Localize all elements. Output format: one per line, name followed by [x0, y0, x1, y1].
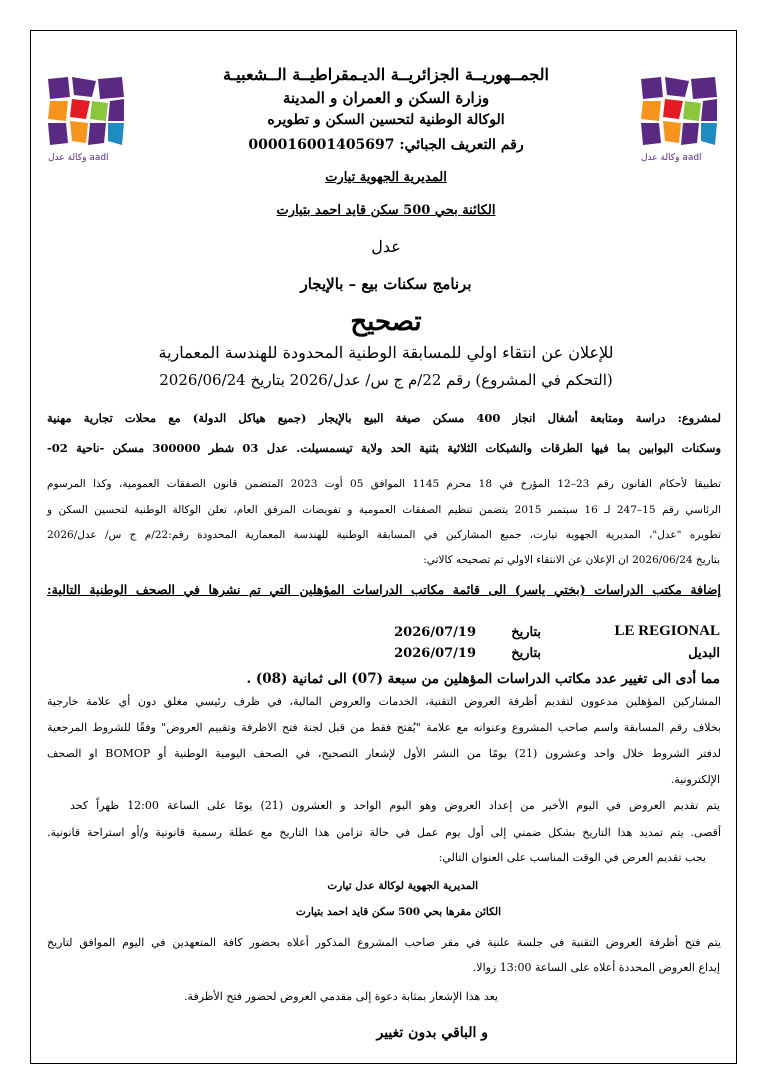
publication-name-2: البديل: [688, 646, 720, 661]
project-line-1: لمشروع: دراسة ومتابعة أشغال انجاز 400 مسكن صيغة البيع بالإيجار (جميع هياكل الدولة) مع محلات تجارية مهنية: [47, 411, 721, 425]
competition-reference: (التحكم في المشروع) رقم 22/م ج س/ عدل/2026 بتاريخ 2026/06/24: [159, 371, 613, 389]
aadl-logo-left: [46, 75, 126, 175]
agency-name: الوكالة الوطنية لتحسين السكن و تطويره: [267, 112, 505, 128]
project-line-2: وسكنات البوابين بما فيها الطرقات والشبكات الثلاثية بثنية الحد ولاية تيسمسيلت. عدل 03 شطر 300000 مسكن -ناحية 02-: [47, 441, 721, 455]
closing-note: و الباقي بدون تغيير: [376, 1025, 488, 1041]
opening-line-1: يتم فتح أظرفة العروض التقنية في جلسة علنية في مقر صاحب المشروع المذكور أعلاه بحضور كافة المتعهدين في اليوم الموافق لتاريخ: [47, 936, 721, 949]
tax-id: رقم التعريف الجبائي: 000016001405697: [248, 137, 524, 153]
logo-caption: وكالة عدل aadl: [641, 153, 702, 163]
instructions-line-1: المشاركين المؤهلين مدعوون لتقديم أظرفة العروض التقنية، الخدمات والعروض المالية، في ظرف رئيسي مغلق دون أي علامة خارجية: [47, 695, 721, 708]
submission-address-1: المديرية الجهوية لوكالة عدل تيارت: [327, 880, 478, 892]
instructions-line-2: بخلاف رقم المسابقة واسم صاحب المشروع وعنوانه مع علامة "يُفتح فقط من قبل لجنة فتح الاظرفة وتقييم العروض" وفقًا للشروط المرجعية: [47, 721, 721, 734]
legal-line-2: الرئاسي رقم 15–247 لـ 16 سبتمبر 2015 يتضمن تنظيم الصفقات العمومية و تفويضات المرفق العام، تعلن الوكالة الوطنية لتحسين السكن و: [47, 504, 722, 516]
logo-caption: وكالة عدل aadl: [48, 153, 109, 163]
count-change-note: مما أدى الى تغيير عدد مكاتب الدراسات المؤهلين من سبعة (07) الى ثمانية (08) .: [246, 671, 720, 687]
announcement-subtitle: للإعلان عن انتقاء اولي للمسابقة الوطنية المحدودة للهندسة المعمارية: [158, 343, 614, 362]
ministry-name: وزارة السكن و العمران و المدينة: [282, 89, 490, 107]
deadline-line-1: يتم تقديم العروض في اليوم الأخير من إعداد العروض وهو اليوم الواحد و العشرون (21) يومًا على الساعة 12:00 ظهراً كحد: [70, 799, 720, 812]
document-page: [30, 30, 737, 1064]
regional-directorate: المديرية الجهوية تيارت: [325, 170, 447, 185]
publication-name-1: LE REGIONAL: [614, 623, 720, 639]
legal-line-3: تطويره "عدل"، المديرية الجهوية تيارت، جميع المشاركين في المسابقة الوطنية للهندسة المعمارية المحدودة رقم:22/م ج س/ عدل/2026: [47, 529, 721, 541]
program-name: برنامج سكنات بيع – بالإيجار: [300, 275, 472, 293]
aadl-logo-right: [639, 75, 719, 175]
publication-date-2: 2026/07/19: [394, 646, 476, 661]
opening-line-2: إيداع العروض المحددة أعلاه على الساعة 13:00 زوالا.: [472, 961, 720, 974]
document-title: تصحيح: [350, 307, 422, 337]
instructions-line-3: لدفتر الشروط خلال واحد وعشرون (21) يومًا من النشر الأول لإشعار التصحيح، في الصحف اليومية الوطنية أو BOMOP او الصحف: [47, 747, 721, 760]
addition-heading: إضافة مكتب الدراسات (بختي ياسر) الى قائمة مكاتب الدراسات المؤهلين التي تم نشرها في الصحف الوطنية التالية:: [47, 582, 721, 597]
legal-line-4: بتاريخ 2026/06/24 ان الإعلان عن الانتقاء الاولي تم تصحيحه كالاتي:: [423, 554, 720, 566]
submission-address-2: الكائن مقرها بحي 500 سكن قايد احمد بتيارت: [295, 906, 501, 918]
publication-date-1: 2026/07/19: [394, 625, 476, 640]
deadline-line-2: أقصى. يتم تمديد هذا التاريخ بشكل ضمني إلى أول يوم عمل في حالة تزامن هذا التاريخ مع عطلة رسمية قانونية و/أو استراحة قانونية.: [47, 826, 721, 839]
republic-name: الجمــهوريــة الجزائريــة الديـمقراطيــة الــشعبيـة: [223, 65, 549, 84]
invitation-note: يعد هذا الإشعار بمثابة دعوة إلى مقدمي العروض لحضور فتح الأظرفة.: [184, 990, 498, 1003]
aadl-logo-mark: [46, 75, 126, 147]
directorate-address: الكائنة بحي 500 سكن قايد احمد بتيارت: [276, 203, 496, 218]
publication-date-label-1: بتاريخ: [511, 625, 541, 640]
legal-line-1: تطبيقا لأحكام القانون رقم 23–12 المؤرخ في 18 محرم 1145 الموافق 05 أوت 2023 المتضمن قانون الصفقات العمومية، وكذا المرسوم: [47, 478, 721, 490]
deadline-line-3: يجب تقديم العرض في الوقت المناسب على العنوان التالي:: [438, 851, 706, 864]
instructions-line-4: الإلكترونية.: [670, 773, 720, 786]
publication-date-label-2: بتاريخ: [511, 646, 541, 661]
aadl-logo-mark: [639, 75, 719, 147]
program-brand: عدل: [371, 237, 401, 256]
